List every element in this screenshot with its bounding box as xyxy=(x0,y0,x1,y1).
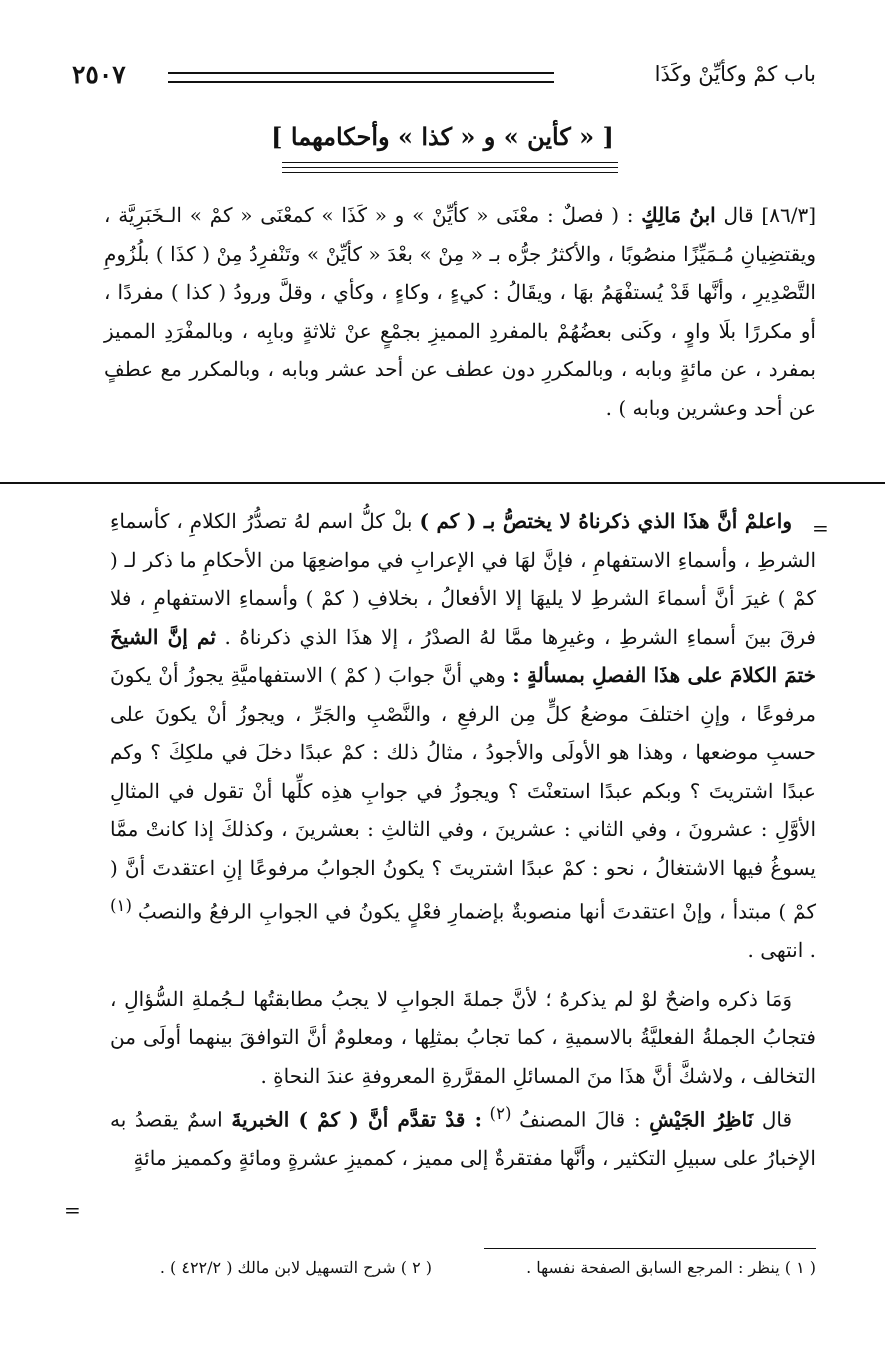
footnote-rule xyxy=(484,1248,816,1249)
running-head-title: باب كمْ وكأيِّنْ وكَذَا xyxy=(654,62,816,86)
matn-author: ابنُ مَالِكٍ xyxy=(641,203,716,227)
footnote-ref-1[interactable]: (١) xyxy=(110,896,138,915)
sharh-p3-intro: قال xyxy=(761,1107,793,1132)
sharh-p3-bold: : قدْ تقدَّم أنَّ ( كمْ ) الخبريةَ xyxy=(231,1107,482,1132)
sharh-p3-text-b: اسمٌ يقصدُ به الإخبارُ على سبيلِ التكثير ، وأنَّها مفتقرةٌ إلى مميز ، كمميزِ عشرةٍ ومائةٍ وكمميز مائةٍ xyxy=(110,1107,816,1171)
sharh-body xyxy=(110,502,816,1178)
sharh-p1-text-b: وهي أنَّ جوابَ ( كمْ ) الاستفهاميَّةِ يجوزُ أنْ يكونَ مرفوعًا ، وإنِ اختلفَ موضعُ كلٍّ مِن الرفعِ ، والنَّصْبِ والجَرِّ ، ويجوزُ أنْ يكونَ على حسبِ موضعها ، وهذا هو الأولَى والأجودُ ، مثالُ ذلك : كمْ عبدًا دخلَ في ملكِكَ ؟ وكم عبدًا اشتريتَ ؟ وبكم عبدًا استعنْتَ ؟ ويجوزُ في جوابِ هذِه كلِّها أنْ تقول في المثالِ الأوَّلِ : عشرونَ ، وفي الثاني : عشرينَ ، وفي الثالثِ : بعشرينَ ، وكذلكَ إذا كانتْ ممَّا يسوغُ فيها الاشتغالُ ، نحو : كمْ عبدًا اشتريتَ ؟ يكونُ الجوابُ مرفوعًا إنِ اعتقدتَ أنَّ ( كمْ ) مبتدأ ، وإنْ اعتقدتَ أنها منصوبةٌ بإضمارِ فعْلٍ يكونُ في الجوابِ الرفعُ والنصبُ xyxy=(110,663,816,924)
matn-author-intro: قال xyxy=(723,203,754,227)
sharh-p3-name: نَاظِرُ الجَيْشِ xyxy=(649,1107,754,1132)
heading-rules xyxy=(282,162,618,182)
running-head-rule xyxy=(168,72,554,83)
sharh-p1-bold: واعلمْ أنَّ هذَا الذي ذكرناهُ لا يختصُّ بـ ( كم ) xyxy=(419,509,793,533)
matn-number: [٨٦/٣] xyxy=(761,203,817,227)
continued-next-page-mark: = xyxy=(64,1198,81,1222)
section-heading: [ « كأين » و « كذا » وأحكامهما ] xyxy=(271,122,614,151)
sharh-paragraph-1 xyxy=(110,502,816,970)
footnote-2: ( ٢ ) شرح التسهيل لابن مالك ( ٤٢٢/٢ ) . xyxy=(159,1258,432,1277)
section-divider xyxy=(0,482,885,484)
continuation-mark: = xyxy=(812,516,829,540)
footnote-ref-2[interactable]: (٢) xyxy=(481,1104,520,1124)
page-number: ٢٥٠٧ xyxy=(72,60,126,89)
sharh-p1-end: . انتهى . xyxy=(747,938,816,963)
matn-text: : ( فصلٌ : معْنَى « كأيِّنْ » و « كَذَا » كمعْنَى « كمْ » الـخَبَرِيَّة ، ويقتضِيانِ مُـمَيِّزًا منصُوبًا ، والأكثرُ جرُّه بـ « مِنْ » بعْدَ « كأيِّنْ » وتَنْفرِدُ مِنْ ( كذَا ) بلُزُومِ التَّصْدِيرِ ، وأنَّها قَدْ يُستفْهَمُ بهَا ، ويقَالُ : كيءٍ ، وكاءٍ ، وكأي ، وقلَّ ورودُ ( كذا ) مفردًا ، أو مكررًا بلَا واوٍ ، وكَنى بعضُهُمْ بالمفردِ المميزِ بجمْعٍ عنْ ثلاثةٍ وبابِه ، وبالمفْرَدِ المميز بمفرد ، عن مائةٍ وبابه ، وبالمكررِ دون عطف عن أحد عشر وبابه ، وبالمكرر مع عطفٍ عن أحد وعشرين وبابه ) . xyxy=(104,203,816,420)
sharh-p1-bold-2: ثم إنَّ الشيخَ ختمَ الكلامَ على هذَا الفصلِ بمسألةٍ : xyxy=(110,624,816,687)
sharh-paragraph-2: وَمَا ذكره واضحٌ لوْ لم يذكرهُ ؛ لأنَّ جملةَ الجوابِ لا يجبُ مطابقتُها لـجُملةِ السُّؤالِ ، فتجابُ الجملةُ الفعليَّةُ بالاسميةِ ، كما تجابُ بمثلِها ، ومعلومٌ أنَّ التوافقَ بينهما أولَى من التخالف ، ولاشكَّ أنَّ هذَا منَ المسائلِ المقرَّرةِ المعروفةِ عندَ النحاةِ . xyxy=(110,986,816,1088)
running-head xyxy=(72,58,816,98)
sharh-p3-text-a: : قالَ المصنفُ xyxy=(519,1107,650,1132)
footnotes xyxy=(110,1258,816,1288)
footnote-1: ( ١ ) ينظر : المرجع السابق الصفحة نفسها . xyxy=(526,1258,816,1277)
matn-paragraph xyxy=(104,196,816,427)
sharh-p1-text-a: بلْ كلُّ اسم لهُ تصدُّرُ الكلامِ ، كأسماءِ الشرطِ ، وأسماءِ الاستفهامِ ، فإنَّ لهَا في الإعرابِ في مواضعِهَا من الأحكامِ ما ذكر لـ ( كمْ ) غيرَ أنَّ أسماءَ الشرطِ لا يليهَا إلا الأفعالُ ، بخلافِ ( كمْ ) وأسماءِ الاستفهامِ ، فلا فرقَ بينَ أسماءِ الشرطِ ، وغيرِها ممَّا لهُ الصدْرُ ، إلا هذَا الذي ذكرناهُ . xyxy=(110,509,816,649)
sharh-paragraph-3 xyxy=(110,1095,816,1178)
